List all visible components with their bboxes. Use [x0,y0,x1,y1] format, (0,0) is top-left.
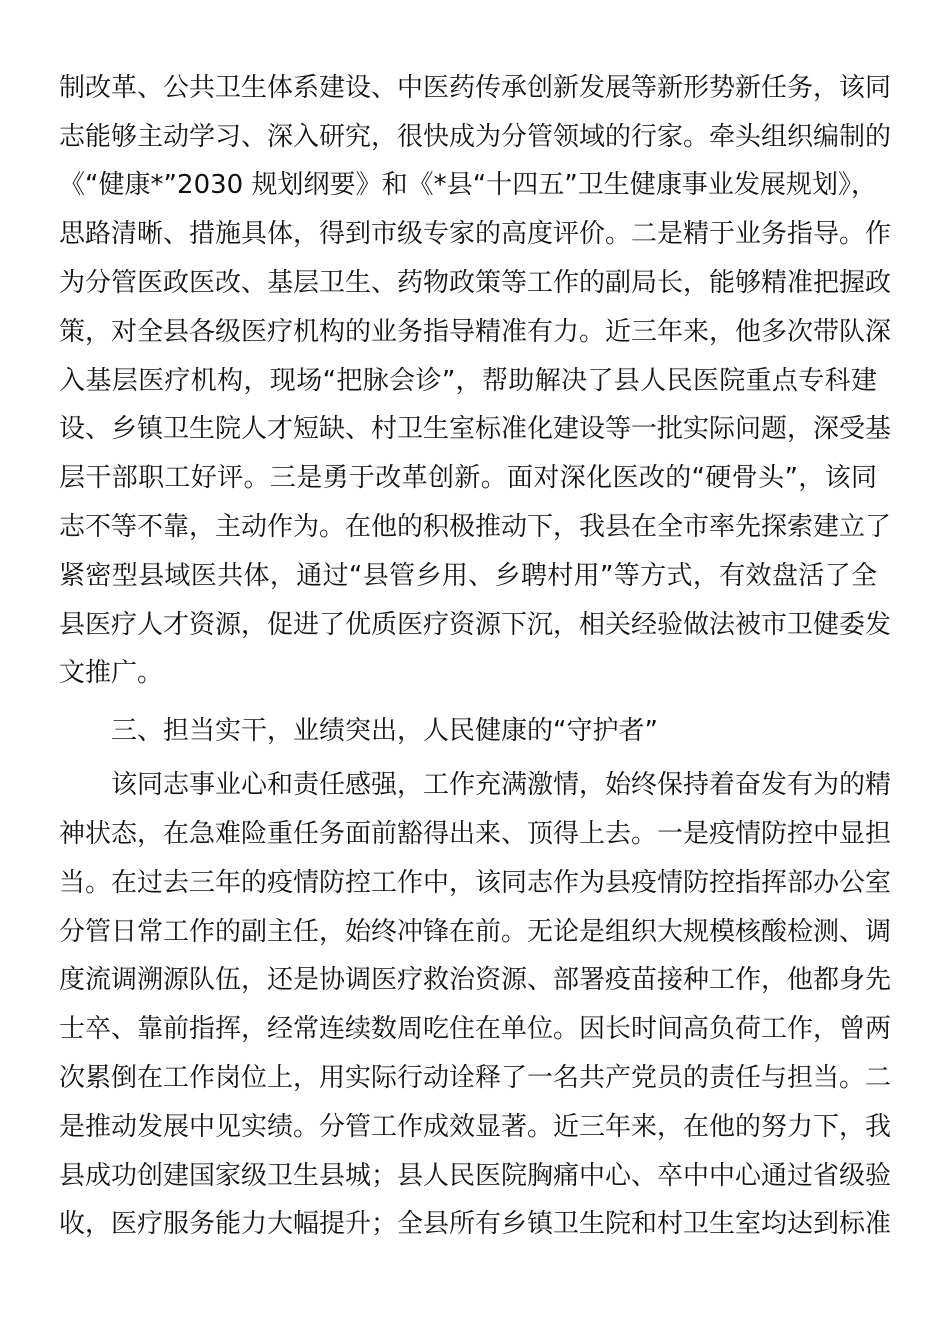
body-text-line: 是推动发展中见实绩。分管工作成效显著。近三年来，在他的努力下，我 [59,1112,892,1142]
body-text-line: 次累倒在工作岗位上，用实际行动诠释了一名共产党员的责任与担当。二 [59,1063,892,1093]
body-text-line: 志不等不靠，主动作为。在他的积极推动下，我县在全市率先探索建立了 [59,512,892,542]
body-text-line: 县成功创建国家级卫生县城；县人民医院胸痛中心、卒中中心通过省级验 [59,1161,892,1191]
body-text-line: 设、乡镇卫生院人才短缺、村卫生室标准化建设等一批实际问题，深受基 [59,414,892,444]
body-text-line: 层干部职工好评。三是勇于改革创新。面对深化医改的“硬骨头”，该同 [59,463,877,493]
body-text-line: 县医疗人才资源，促进了优质医疗资源下沉，相关经验做法被市卫健委发 [59,610,892,640]
body-text-line: 为分管医政医改、基层卫生、药物政策等工作的副局长，能够精准把握政 [59,268,892,298]
body-text-line: 紧密型县域医共体，通过“县管乡用、乡聘村用”等方式，有效盘活了全 [59,561,877,591]
body-text-line: 神状态，在急难险重任务面前豁得出来、顶得上去。一是疫情防控中显担 [59,819,892,849]
body-text-line: 收，医疗服务能力大幅提升；全县所有乡镇卫生院和村卫生室均达到标准 [59,1209,892,1239]
body-text-line: 制改革、公共卫生体系建设、中医药传承创新发展等新形势新任务，该同 [59,73,892,103]
body-text-line: 该同志事业心和责任感强，工作充满激情，始终保持着奋发有为的精 [111,770,892,800]
body-text-line: 入基层医疗机构，现场“把脉会诊”，帮助解决了县人民医院重点专科建 [59,366,877,396]
body-text-line: 策，对全县各级医疗机构的业务指导精准有力。近三年来，他多次带队深 [59,317,892,347]
body-text-line: 文推广。 [59,658,164,688]
body-text-line: 志能够主动学习、深入研究，很快成为分管领域的行家。牵头组织编制的 [59,122,892,152]
body-text-line: 分管日常工作的副主任，始终冲锋在前。无论是组织大规模核酸检测、调 [59,917,892,947]
body-text-line: 思路清晰、措施具体，得到市级专家的高度评价。二是精于业务指导。作 [59,219,892,249]
body-text-line: 当。在过去三年的疫情防控工作中，该同志作为县疫情防控指挥部办公室 [59,868,892,898]
body-text-line: 度流调溯源队伍，还是协调医疗救治资源、部署疫苗接种工作，他都身先 [59,965,892,995]
body-text-line: 《“健康*”2030 规划纲要》和《*县“十四五”卫生健康事业发展规划》， [59,170,877,200]
body-text-line: 士卒、靠前指挥，经常连续数周吃住在单位。因长时间高负荷工作，曾两 [59,1014,892,1044]
section-heading: 三、担当实干，业绩突出，人民健康的“守护者” [111,716,658,746]
